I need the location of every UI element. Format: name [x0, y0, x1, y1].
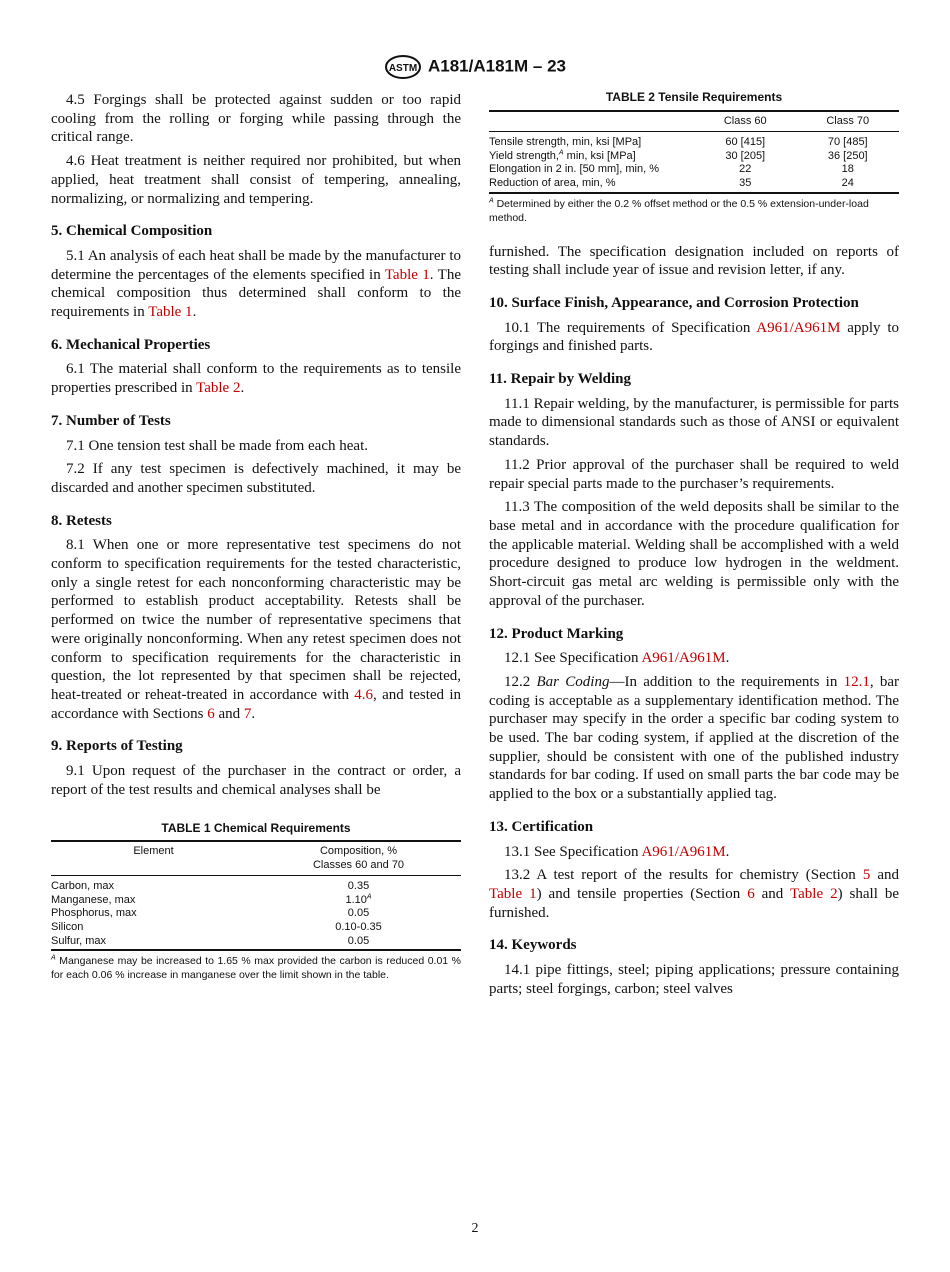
footnote-mark: A	[489, 197, 494, 205]
paragraph	[489, 866, 899, 922]
paragraph	[51, 91, 461, 147]
cross-reference-link[interactable]: A961/A961M	[641, 650, 726, 667]
property-cell	[489, 177, 694, 193]
text-run: 9.1 Upon request of the purchaser in the contract or order, a report of the test results and chemical analyses shall be	[51, 763, 461, 798]
section-heading	[489, 294, 899, 313]
left-column	[51, 91, 461, 982]
paragraph	[51, 762, 461, 799]
class-60-cell: 22	[739, 163, 752, 176]
cross-reference-link[interactable]: Table 1	[384, 266, 430, 283]
paragraph	[489, 673, 899, 804]
table-2-tensile-requirements	[489, 91, 899, 225]
text-run: . The chemical composition thus determined shall conform to the requirements in	[51, 266, 461, 321]
class-70-cell: 36 [250]	[827, 149, 868, 162]
text-run: .	[192, 304, 197, 321]
composition-cell	[256, 894, 461, 908]
section-heading	[51, 222, 461, 241]
section-heading	[51, 737, 461, 756]
text-run: furnished. The specification designation included on reports of testing shall include year of issue and revision letter, if any.	[489, 243, 899, 279]
cross-reference-link[interactable]: 6	[747, 885, 755, 902]
text-run: 5. Chemical Composition	[51, 223, 213, 240]
table-row	[51, 907, 461, 921]
paragraph	[489, 319, 899, 356]
text-run: 8. Retests	[51, 512, 112, 529]
section-heading	[489, 818, 899, 837]
text-run: 14.1 pipe fittings, steel; piping applications; pressure containing parts; steel forgings, carbon; steel valves	[489, 962, 899, 997]
section-heading	[51, 336, 461, 355]
class-60-cell: 35	[739, 176, 752, 189]
text-run: and	[870, 867, 899, 884]
text-run: 6.1 The material shall conform to the requirements as to tensile properties prescribed in	[51, 361, 461, 397]
text-run: 4.5 Forgings shall be protected against sudden or too rapid cooling from the rolling or forging while passing through the critical range.	[51, 92, 461, 146]
paragraph	[51, 152, 461, 208]
composition-cell	[256, 907, 461, 921]
cross-reference-link[interactable]: 6	[207, 705, 215, 722]
italic-run-in-heading: Bar Coding	[536, 673, 610, 690]
composition-value: 0.05	[347, 934, 370, 947]
table-row	[489, 177, 899, 193]
property-label: Reduction of area, min, %	[489, 176, 616, 189]
class-70-cell: 24	[841, 176, 854, 189]
footnote-mark: A	[558, 149, 564, 157]
text-run: 12. Product Marking	[489, 625, 624, 642]
text-run: .	[725, 650, 730, 667]
text-run: 7. Number of Tests	[51, 412, 171, 429]
header-line: Composition, %	[319, 845, 398, 858]
paragraph	[489, 649, 899, 668]
text-run: 4.6 Heat treatment is neither required nor prohibited, but when applied, heat treatment shall consist of tempering, annealing, normalizing, or normalizing and tempering.	[51, 153, 461, 207]
page-header	[0, 54, 950, 80]
property-label: Tensile strength, min, ksi [MPa]	[489, 136, 642, 149]
composition-cell	[256, 935, 461, 951]
column-header-class-60: Class 60	[694, 111, 797, 132]
text-run: 13.2 A test report of the results for chemistry (Section	[504, 867, 863, 884]
composition-value: 0.05	[347, 907, 370, 920]
class-60-cell: 60 [415]	[725, 136, 766, 149]
paragraph	[51, 247, 461, 322]
astm-logo-icon	[384, 54, 422, 80]
paragraph	[489, 243, 899, 280]
text-run: 8.1 When one or more representative test specimens do not conform to specification requirements for the tested characteristic, only a single retest for each nonconforming characteristic may be performed to establish product acceptability. Retests shall be performed on twice the number of representative specimens that were originally nonconforming. When any retest specimen does not conform to specification requirements for the characteristic in question, the lot represented by that specimen shall be rejected, heat-treated or reheat-treated in accordance with	[51, 537, 461, 703]
text-run: ) shall be furnished.	[489, 885, 900, 921]
text-run: 5.1 An analysis of each heat shall be made by the manufacturer to determine the percentages of the elements specified in	[51, 247, 461, 283]
cross-reference-link[interactable]: Table 2	[790, 885, 838, 902]
column-header-composition	[256, 841, 461, 876]
section-heading	[51, 512, 461, 531]
composition-value: 0.35	[347, 880, 370, 893]
class-70-cell: 70 [485]	[827, 136, 868, 149]
text-run: 11.1 Repair welding, by the manufacturer, is permissible for parts made to dimensional standards such as those of ANSI or equivalent standards.	[489, 395, 899, 450]
text-run: , bar coding is acceptable as a supplementary identification method. The purchaser may specify in the order a specific bar coding system to be used. The bar coding system, if applied at the discretion of the supplier, should be consistent with one of the published industry standards for bar coding. If used on small parts the bar code may be applied to the box or a substantially applied tag.	[489, 673, 900, 803]
cross-reference-link[interactable]: 4.6	[354, 686, 374, 703]
column-header-class-70: Class 70	[797, 111, 900, 132]
composition-cell	[256, 876, 461, 894]
text-run: 13.1 See Specification	[504, 843, 642, 860]
text-run: 11.2 Prior approval of the purchaser shall be required to weld repair special parts made to the purchaser’s requirements.	[489, 456, 899, 492]
text-run: apply to forgings and finished parts.	[489, 319, 899, 355]
table-footnote	[489, 197, 899, 225]
right-column	[489, 91, 899, 1003]
table-row	[51, 894, 461, 908]
table-row	[489, 150, 899, 164]
text-run: 6. Mechanical Properties	[51, 336, 211, 353]
paragraph	[489, 498, 899, 610]
footnote-text: Determined by either the 0.2 % offset method or the 0.5 % extension-under-load method.	[489, 197, 869, 224]
table-footnote	[51, 954, 461, 982]
cross-reference-link[interactable]: A961/A961M	[641, 843, 726, 860]
text-run: 10.1 The requirements of Specification	[504, 319, 757, 336]
paragraph	[489, 395, 899, 451]
column-header-element: Element	[51, 841, 256, 876]
table-row	[51, 921, 461, 935]
table-caption: TABLE 2 Tensile Requirements	[605, 90, 783, 104]
property-cell	[489, 132, 694, 150]
column-header-blank	[489, 111, 694, 132]
table-row	[489, 163, 899, 177]
paragraph	[51, 460, 461, 497]
text-run: 14. Keywords	[489, 937, 577, 954]
text-run: , and tested in accordance with Sections	[51, 686, 461, 722]
text-run: and	[214, 705, 244, 722]
footnote-text: Manganese may be increased to 1.65 % max provided the carbon is reduced 0.01 % for each 0.06 % increase in manganese over the limit shown in the table.	[51, 955, 462, 982]
paragraph	[489, 961, 899, 998]
class-60-cell: 30 [205]	[725, 149, 766, 162]
cross-reference-link[interactable]: Table 1	[148, 304, 193, 321]
composition-value: 1.10	[345, 893, 367, 906]
composition-cell	[256, 921, 461, 935]
property-label-rest: min, ksi [MPa]	[563, 149, 636, 162]
composition-value: 0.10-0.35	[335, 921, 382, 934]
text-run: 11. Repair by Welding	[489, 371, 631, 388]
text-run: .	[240, 380, 245, 397]
cross-reference-link[interactable]: 5	[862, 867, 871, 884]
section-heading	[489, 370, 899, 389]
element-cell: Sulfur, max	[51, 934, 107, 947]
cross-reference-link[interactable]: Table 2	[196, 380, 241, 397]
table-row	[489, 132, 899, 150]
section-heading	[489, 625, 899, 644]
table-1-chemical-requirements	[51, 822, 461, 983]
property-cell	[489, 150, 694, 164]
element-cell: Phosphorus, max	[51, 907, 137, 920]
section-heading	[51, 412, 461, 431]
text-run: 10. Surface Finish, Appearance, and Corrosion Protection	[489, 294, 859, 311]
element-cell: Silicon	[51, 921, 84, 934]
text-run: 11.3 The composition of the weld deposits shall be similar to the base metal and in accordance with the procedure qualification for the applicable material. Welding shall be accomplished with a weld procedure designed to produce low hydrogen in the weldment. Short-circuit gas metal arc welding is permissible only with the approval of the purchaser.	[489, 499, 899, 609]
text-run: —In addition to the requirements in	[609, 673, 844, 690]
svg-text:ASTM: ASTM	[388, 63, 418, 74]
footnote-mark: A	[51, 954, 56, 962]
text-run: 13. Certification	[489, 818, 594, 835]
text-run: and	[754, 885, 791, 902]
paragraph	[489, 456, 899, 493]
page-number: 2	[471, 1221, 479, 1236]
table-row	[51, 876, 461, 894]
text-run: 7.2 If any test specimen is defectively machined, it may be discarded and another specimen substituted.	[51, 461, 461, 496]
cross-reference-link[interactable]: Table 1	[489, 885, 537, 902]
section-heading	[489, 936, 899, 955]
document-designation: A181/A181M – 23	[428, 56, 566, 76]
text-run: ) and tensile properties (Section	[536, 885, 748, 902]
text-run: .	[725, 843, 730, 860]
paragraph	[51, 536, 461, 723]
footnote-mark: A	[366, 893, 372, 901]
text-run: .	[251, 705, 256, 722]
property-label: Elongation in 2 in. [50 mm], min, %	[489, 163, 659, 176]
paragraph	[489, 843, 899, 862]
cross-reference-link[interactable]: A961/A961M	[756, 319, 841, 336]
class-70-cell: 18	[841, 163, 854, 176]
cross-reference-link[interactable]: 7	[243, 705, 252, 722]
cross-reference-link[interactable]: 12.1	[843, 673, 870, 690]
text-run: 12.1 See Specification	[504, 650, 642, 667]
table-caption: TABLE 1 Chemical Requirements	[161, 820, 351, 835]
table-row	[51, 935, 461, 951]
paragraph	[51, 437, 461, 456]
property-cell	[489, 163, 694, 177]
header-line: Classes 60 and 70	[312, 858, 405, 871]
text-run: 9. Reports of Testing	[51, 738, 183, 755]
paragraph	[51, 360, 461, 397]
property-label: Yield strength,	[489, 149, 559, 162]
text-run: 7.1 One tension test shall be made from each heat.	[66, 437, 368, 454]
element-cell: Manganese, max	[51, 893, 136, 906]
text-run: 12.2	[504, 673, 537, 690]
element-cell: Carbon, max	[51, 880, 114, 893]
